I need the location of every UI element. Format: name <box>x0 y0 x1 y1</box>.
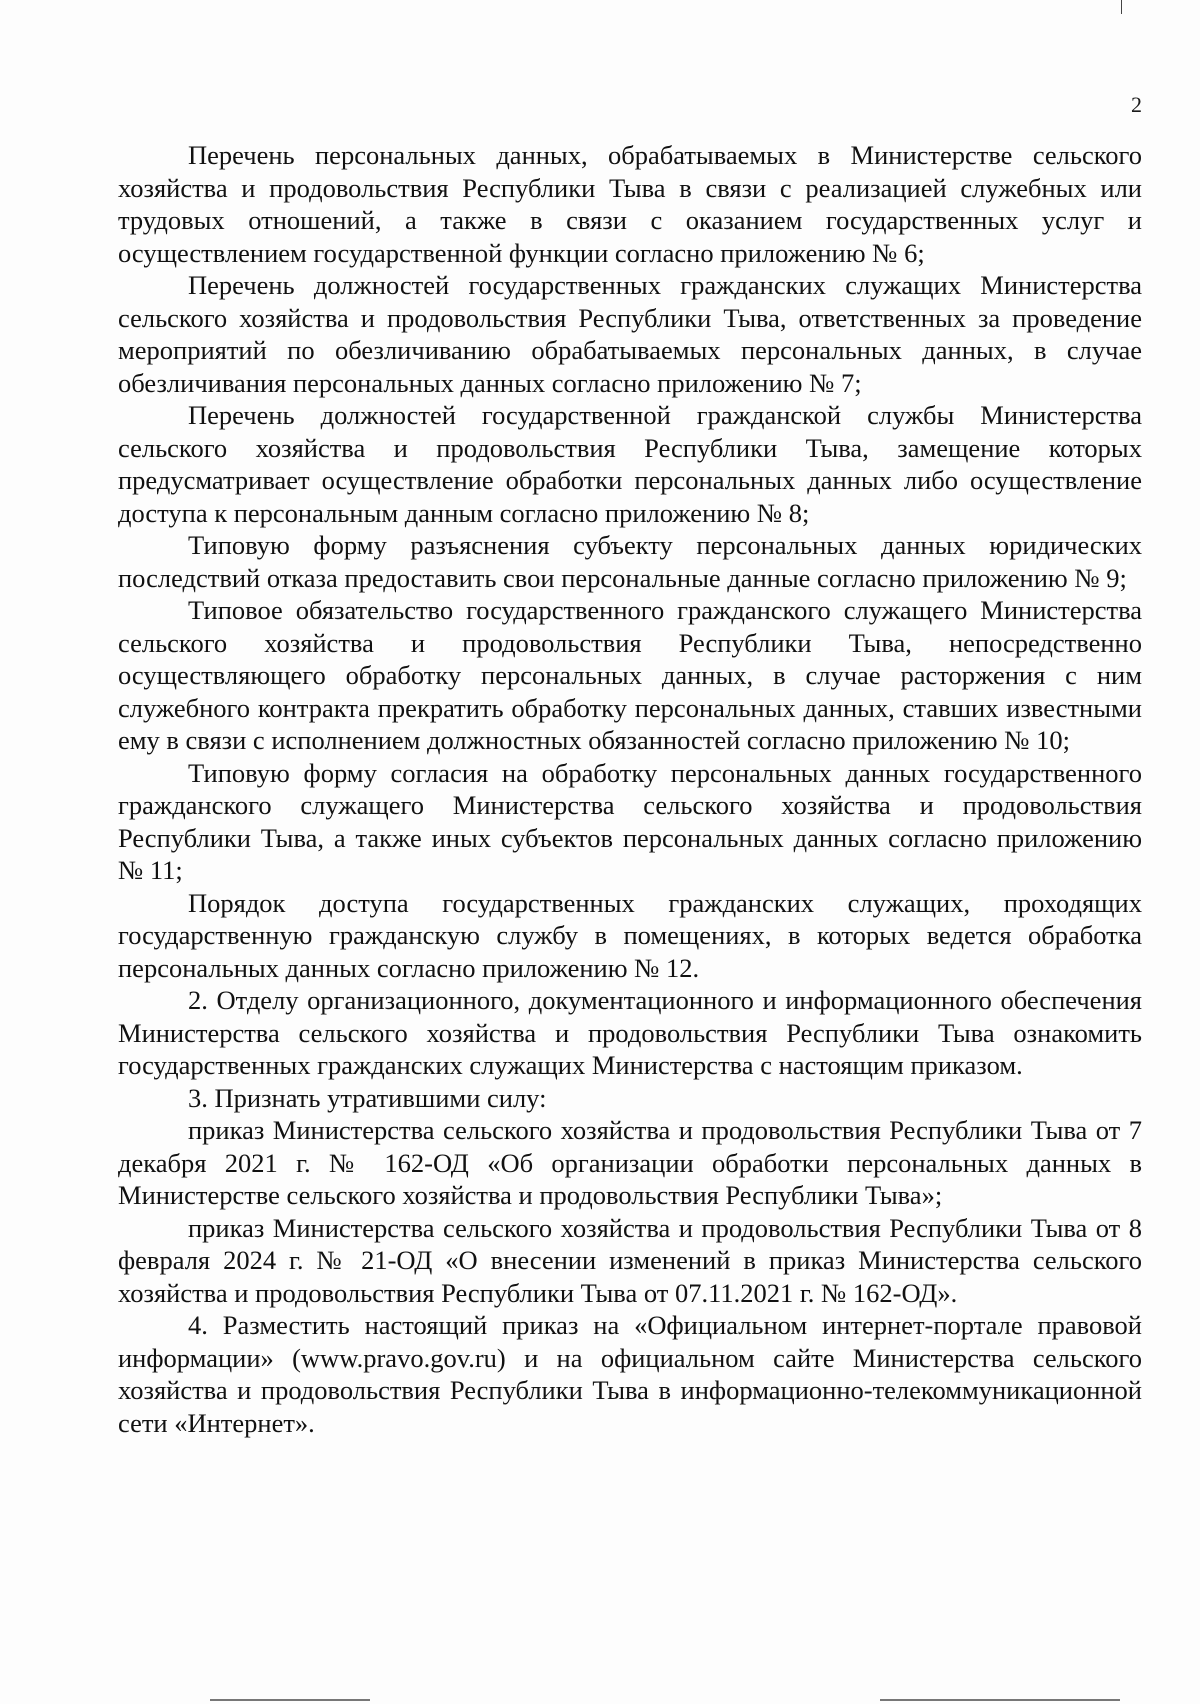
document-body <box>118 139 1142 1439</box>
paragraph-appendix-12: Порядок доступа государственных гражданских служащих, проходящих государственную гражданскую службу в помещениях, в которых ведется обработка персональных данных согласно приложению № 12. <box>118 887 1142 983</box>
scan-artifact-line <box>880 1699 1120 1701</box>
page-number: 2 <box>1131 92 1142 117</box>
paragraph-item-4: 4. Разместить настоящий приказ на «Официальном интернет-портале правовой информации» (www.pravo.gov.ru) и на официальном сайте Министерства сельского хозяйства и продовольствия Республики Тыва в информационно-телекоммуникационной сети «Интернет». <box>118 1310 1142 1438</box>
paragraph-repealed-order-162: приказ Министерства сельского хозяйства и продовольствия Республики Тыва от 7 декабря 2021 г. № 162-ОД «Об организации обработки персональных данных в Министерстве сельского хозяйства и продовольствия Республики Тыва»; <box>118 1115 1142 1210</box>
paragraph-appendix-11: Типовую форму согласия на обработку персональных данных государственного гражданского служащего Министерства сельского хозяйства и продовольствия Республики Тыва, а также иных субъектов персональных данных согласно приложению № 11; <box>118 757 1142 885</box>
scan-artifact-line <box>210 1699 370 1701</box>
scan-edge-mark <box>1121 0 1122 14</box>
paragraph-item-2: 2. Отделу организационного, документационного и информационного обеспечения Министерства сельского хозяйства и продовольствия Республики Тыва ознакомить государственных гражданских служащих Министерства с настоящим приказом. <box>118 985 1142 1080</box>
paragraph-appendix-8: Перечень должностей государственной гражданской службы Министерства сельского хозяйства и продовольствия Республики Тыва, замещение которых предусматривает осуществление обработки персональных данных либо осуществление доступа к персональным данным согласно приложению № 8; <box>118 400 1142 528</box>
paragraph-item-3: 3. Признать утратившими силу: <box>188 1082 547 1113</box>
paragraph-appendix-7: Перечень должностей государственных гражданских служащих Министерства сельского хозяйства и продовольствия Республики Тыва, ответственных за проведение мероприятий по обезличиванию обрабатываемых персональных данных, в случае обезличивания персональных данных согласно приложению № 7; <box>118 270 1142 398</box>
paragraph-repealed-order-21: приказ Министерства сельского хозяйства и продовольствия Республики Тыва от 8 февраля 2024 г. № 21-ОД «О внесении изменений в приказ Министерства сельского хозяйства и продовольствия Республики Тыва от 07.11.2021 г. № 162-ОД». <box>118 1212 1142 1308</box>
paragraph-appendix-6: Перечень персональных данных, обрабатываемых в Министерстве сельского хозяйства и продовольствия Республики Тыва в связи с реализацией служебных или трудовых отношений, а также в связи с оказанием государственных услуг и осуществлением государственной функции согласно приложению № 6; <box>118 140 1142 268</box>
paragraph-appendix-10: Типовое обязательство государственного гражданского служащего Министерства сельского хозяйства и продовольствия Республики Тыва, непосредственно осуществляющего обработку персональных данных, в случае расторжения с ним служебного контракта прекратить обработку персональных данных, ставших известными ему в связи с исполнением должностных обязанностей согласно приложению № 10; <box>118 595 1142 755</box>
paragraph-appendix-9: Типовую форму разъяснения субъекту персональных данных юридических последствий отказа предоставить свои персональные данные согласно приложению № 9; <box>118 530 1142 593</box>
